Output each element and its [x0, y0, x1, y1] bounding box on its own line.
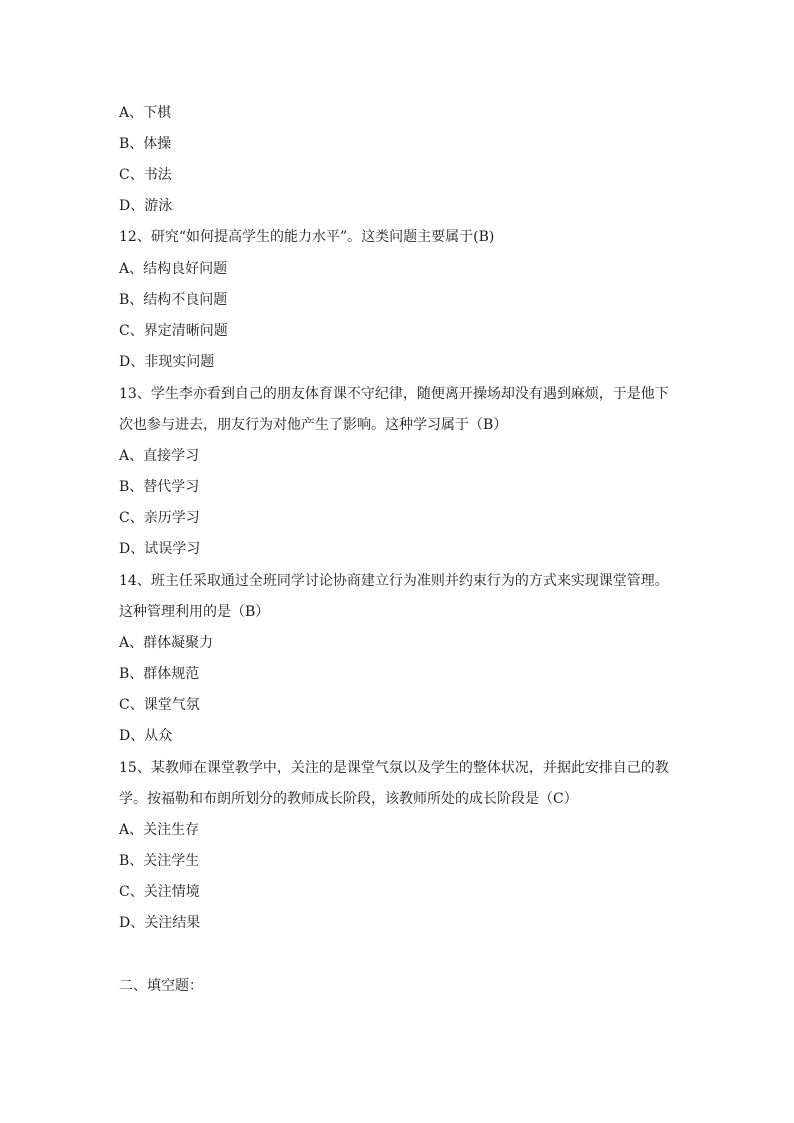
- q15-option-b: B、关注学生: [119, 853, 200, 869]
- q14-stem-line-2: 这种管理利用的是（B）: [119, 604, 270, 620]
- q12-option-c: C、界定清晰问题: [119, 323, 228, 339]
- q14-option-b: B、群体规范: [119, 666, 200, 682]
- q15-option-a: A、关注生存: [119, 822, 200, 838]
- q12-option-b: B、结构不良问题: [119, 292, 228, 308]
- q13-option-a: A、直接学习: [119, 448, 200, 464]
- q13-stem-line-2: 次也参与进去，朋友行为对他产生了影响。这种学习属于（B）: [119, 417, 508, 433]
- q15-stem-line-1: 15、某教师在课堂教学中，关注的是课堂气氛以及学生的整体状况，并据此安排自己的教: [119, 760, 669, 776]
- q15-option-d: D、关注结果: [119, 915, 201, 931]
- q11-option-a: A、下棋: [119, 105, 172, 121]
- q15-option-c: C、关注情境: [119, 884, 200, 900]
- q12-stem-line-1: 12、研究“如何提高学生的能力水平”。这类问题主要属于(B): [119, 229, 495, 245]
- q13-stem-line-1: 13、学生李亦看到自己的朋友体育课不守纪律，随便离开操场却没有遇到麻烦，于是他下: [119, 386, 669, 402]
- q13-option-d: D、试误学习: [119, 541, 201, 557]
- q14-option-c: C、课堂气氛: [119, 697, 200, 713]
- q12-option-a: A、结构良好问题: [119, 261, 228, 277]
- q11-option-d: D、游泳: [119, 198, 173, 214]
- q11-option-b: B、体操: [119, 136, 172, 152]
- q14-stem-line-1: 14、班主任采取通过全班同学讨论协商建立行为准则并约束行为的方式来实现课堂管理。: [119, 573, 669, 589]
- q11-option-c: C、书法: [119, 167, 172, 183]
- q13-option-c: C、亲历学习: [119, 510, 200, 526]
- q14-option-d: D、从众: [119, 728, 173, 744]
- q12-option-d: D、非现实问题: [119, 354, 215, 370]
- q15-stem-line-2: 学。按福勒和布朗所划分的教师成长阶段，该教师所处的成长阶段是（C）: [119, 791, 578, 807]
- q14-option-a: A、群体凝聚力: [119, 635, 214, 651]
- q13-option-b: B、替代学习: [119, 479, 200, 495]
- section-heading-fill-in-blank: 二、填空题：: [119, 978, 203, 994]
